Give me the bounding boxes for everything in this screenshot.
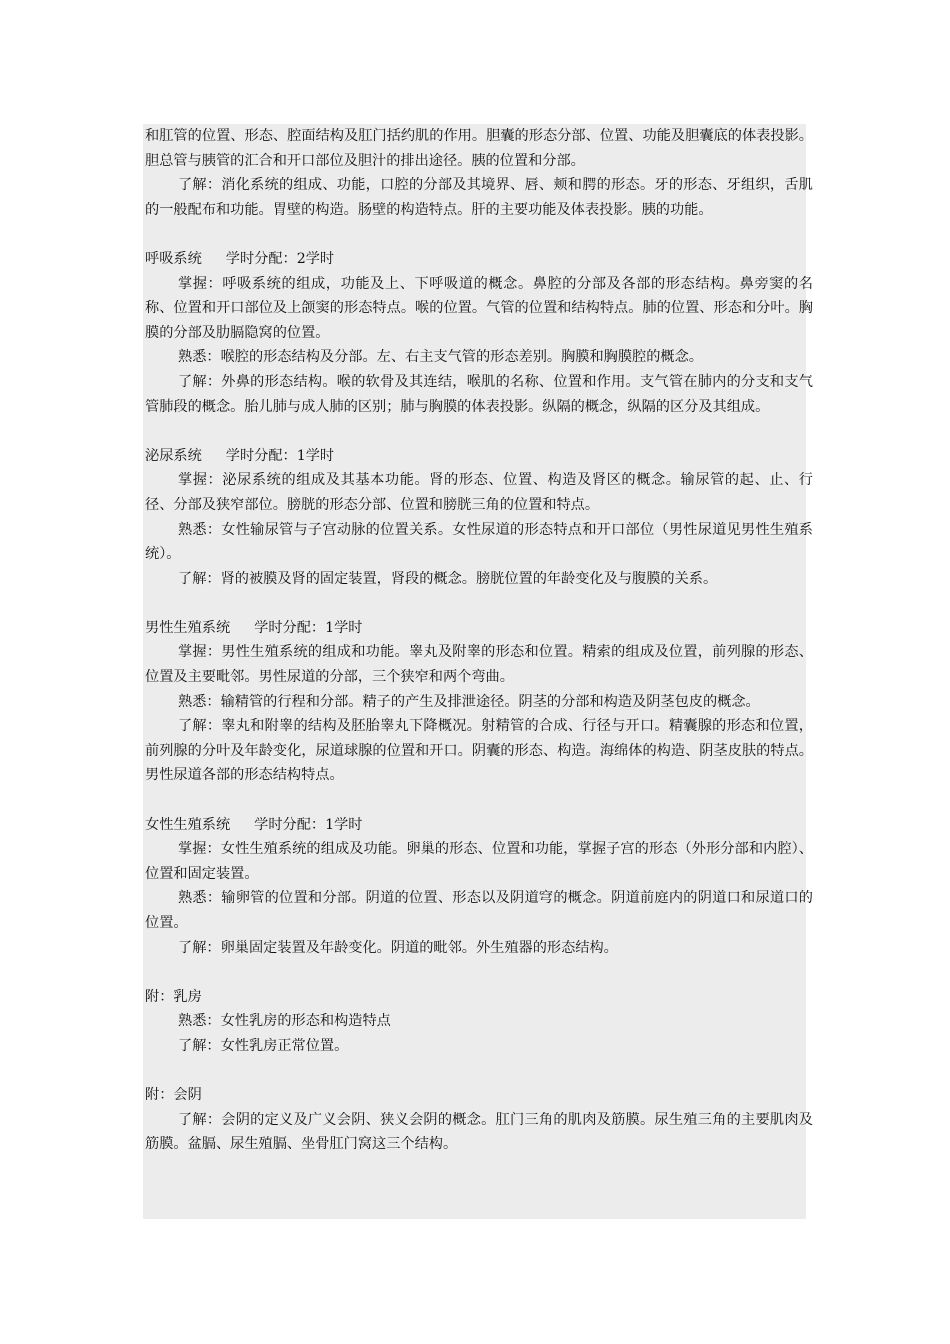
section-heading-breast (145, 985, 813, 1010)
section-gap (145, 788, 813, 813)
breast-understand: 了解：女性乳房正常位置。 (178, 1037, 349, 1054)
respiratory-understand: 了解：外鼻的形态结构。喉的软骨及其连结，喉肌的名称、位置和作用。支气管在肺内的分支和支气管肺段的概念。胎儿肺与成人肺的区别；肺与胸膜的体表投影。纵隔的概念，纵隔的区分及其组成。 (145, 373, 813, 415)
male-familiar: 熟悉：输精管的行程和分部。精子的产生及排泄途径。阴茎的分部和构造及阴茎包皮的概念。 (178, 693, 760, 710)
urinary-understand: 了解：肾的被膜及肾的固定装置，肾段的概念。膀胱位置的年龄变化及与腹膜的关系。 (178, 570, 718, 587)
section-hours: 学时分配：1学时 (254, 816, 363, 833)
section-gap (145, 1059, 813, 1084)
section-title: 泌尿系统 (145, 447, 202, 464)
respiratory-master: 掌握：呼吸系统的组成，功能及上、下呼吸道的概念。鼻腔的分部及各部的形态结构。鼻旁窦的名称、位置和开口部位及上颌窦的形态特点。喉的位置。气管的位置和结构特点。肺的位置、形态和分叶。胸膜的分部及肋膈隐窝的位置。 (145, 275, 813, 341)
document-body (145, 124, 813, 1157)
section-hours: 学时分配：1学时 (225, 447, 335, 464)
section-gap (145, 591, 813, 616)
section-gap (145, 960, 813, 985)
section-heading-female-reproductive (145, 813, 813, 838)
section-hours: 学时分配：1学时 (254, 619, 363, 636)
intro-continuation: 和肛管的位置、形态、腔面结构及肛门括约肌的作用。胆囊的形态分部、位置、功能及胆囊底的体表投影。胆总管与胰管的汇合和开口部位及胆汁的排出途径。胰的位置和分部。 (145, 128, 813, 169)
female-familiar: 熟悉：输卵管的位置和分部。阴道的位置、形态以及阴道穹的概念。阴道前庭内的阴道口和尿道口的位置。 (145, 890, 813, 931)
intro-understand: 了解：消化系统的组成、功能，口腔的分部及其境界、唇、颊和腭的形态。牙的形态、牙组织，舌肌的一般配布和功能。胃壁的构造。肠壁的构造特点。肝的主要功能及体表投影。胰的功能。 (145, 177, 813, 218)
female-master: 掌握：女性生殖系统的组成及功能。卵巢的形态、位置和功能，掌握子宫的形态（外形分部和内腔）、位置和固定装置。 (145, 841, 813, 882)
breast-familiar: 熟悉：女性乳房的形态和构造特点 (178, 1013, 391, 1030)
section-hours: 学时分配：2学时 (225, 250, 335, 267)
section-title: 呼吸系统 (145, 250, 202, 267)
female-understand: 了解：卵巢固定装置及年龄变化。阴道的毗邻。外生殖器的形态结构。 (178, 939, 618, 956)
section-heading-male-reproductive (145, 616, 813, 641)
section-title: 男性生殖系统 (145, 619, 231, 636)
section-heading-perineum (145, 1083, 813, 1108)
perineum-understand: 了解：会阴的定义及广义会阴、狭义会阴的概念。肛门三角的肌肉及筋膜。尿生殖三角的主要肌肉及筋膜。盆膈、尿生殖膈、坐骨肛门窝这三个结构。 (145, 1111, 813, 1153)
section-title: 附：乳房 (145, 988, 202, 1005)
section-title: 女性生殖系统 (145, 816, 231, 833)
section-gap (145, 222, 813, 247)
urinary-familiar: 熟悉：女性输尿管与子宫动脉的位置关系。女性尿道的形态特点和开口部位（男性尿道见男性生殖系统）。 (145, 521, 813, 563)
section-heading-respiratory (145, 247, 813, 272)
section-heading-urinary (145, 444, 813, 469)
section-title: 附：会阴 (145, 1087, 202, 1104)
urinary-master: 掌握：泌尿系统的组成及其基本功能。肾的形态、位置、构造及肾区的概念。输尿管的起、止、行径、分部及狭窄部位。膀胱的形态分部、位置和膀胱三角的位置和特点。 (145, 472, 813, 513)
male-understand: 了解：睾丸和附睾的结构及胚胎睾丸下降概况。射精管的合成、行径与开口。精囊腺的形态和位置，前列腺的分叶及年龄变化，尿道球腺的位置和开口。阴囊的形态、构造。海绵体的构造、阴茎皮肤的特点。男性尿道各部的形态结构特点。 (145, 718, 813, 784)
respiratory-familiar: 熟悉：喉腔的形态结构及分部。左、右主支气管的形态差别。胸膜和胸膜腔的概念。 (178, 349, 703, 366)
male-master: 掌握：男性生殖系统的组成和功能。睾丸及附睾的形态和位置。精索的组成及位置，前列腺的形态、位置及主要毗邻。男性尿道的分部，三个狭窄和两个弯曲。 (145, 644, 813, 686)
section-gap (145, 419, 813, 444)
